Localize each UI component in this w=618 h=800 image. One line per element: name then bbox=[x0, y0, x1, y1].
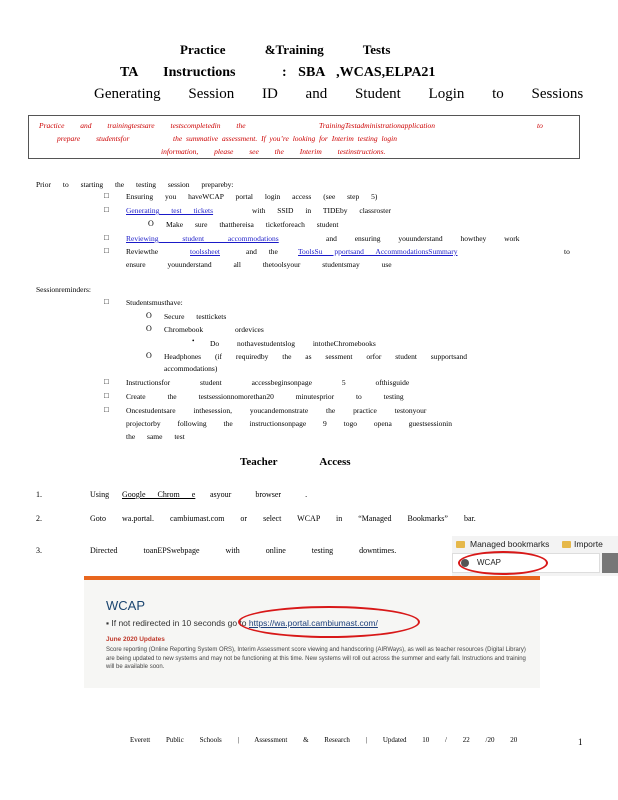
imported-folder[interactable]: Importe bbox=[574, 539, 603, 549]
prior-bullet-4-line2: ensure youunderstand all thetoolsyour studentsmay use bbox=[126, 260, 392, 269]
reminder-1a: Secure testtickets bbox=[164, 312, 227, 321]
teacher-access-heading: Teacher Access bbox=[240, 456, 351, 468]
step-2-text: Goto wa.portal. cambiumast.com or select WCAP in “Managed Bookmarks” bar. bbox=[90, 514, 476, 523]
reminder-1: Studentsmusthave: bbox=[126, 298, 183, 307]
footer-text: Everett Public Schools | Assessment & Research | Updated 10 / 22 /20 20 bbox=[130, 736, 518, 744]
list-marker: ▪ bbox=[106, 618, 112, 628]
bullet-circle: O bbox=[146, 324, 152, 333]
step-3-text: Directed toanEPSwebpage with online testing downtimes. bbox=[90, 546, 397, 555]
bullet-box: □ bbox=[104, 191, 109, 200]
notice-line1a: Practice and trainingtestsare testscompletedin the bbox=[39, 121, 246, 130]
reminder-2: Instructionsfor student accessbeginsonpage 5 ofthisguide bbox=[126, 378, 410, 387]
prior-bullet-2-rest: with SSID in TIDEby classroster bbox=[252, 206, 392, 215]
redirect-text: If not redirected in 10 seconds go to bbox=[111, 618, 247, 628]
notice-line1c: to bbox=[537, 121, 543, 130]
managed-bookmarks-folder[interactable]: Managed bookmarks bbox=[470, 539, 550, 549]
updates-title: June 2020 Updates bbox=[106, 636, 165, 643]
prior-bullet-1: Ensuring you haveWCAP portal login access (see step 5) bbox=[126, 192, 378, 201]
bullet-box: □ bbox=[104, 246, 109, 255]
doc-title-line1: Practice &Training Tests bbox=[180, 42, 391, 57]
reminder-1b-sub: Do nothavestudentslog intotheChromebooks bbox=[210, 339, 376, 348]
page-number: 1 bbox=[578, 737, 583, 747]
prior-bullet-3-rest: and ensuring youunderstand howthey work bbox=[326, 234, 520, 243]
doc-title-line2b: : SBA ,WCAS,ELPA21 bbox=[282, 65, 436, 80]
folder-icon bbox=[562, 541, 571, 548]
notice-line2a: prepare studentsfor bbox=[57, 134, 130, 143]
bullet-box: □ bbox=[104, 233, 109, 242]
scrollbar bbox=[602, 553, 618, 573]
reminder-3: Create the testsessionnomorethan20 minutesprior to testing bbox=[126, 392, 404, 401]
reminders-title: Sessionreminders: bbox=[36, 285, 91, 294]
prior-bullet-4b: and the bbox=[246, 247, 278, 256]
updates-body: Score reporting (Online Reporting System ORS), Interim Assessment score viewing and handscoring (AIRWays), as well as teacher resources (Digital Library) are being updated to new systems and may not be functioning at this time. New systems will roll out across the summer and early fall. Instructions and training will be available soon. bbox=[106, 647, 526, 670]
bullet-circle: O bbox=[146, 311, 152, 320]
reminder-1c-line2: accommodations) bbox=[164, 364, 218, 373]
wcap-portal-url[interactable]: https://wa.portal.cambiumast.com/ bbox=[248, 618, 378, 628]
doc-subtitle: Generating Session ID and Student Login to Sessions bbox=[94, 86, 584, 102]
bullet-circle: O bbox=[146, 351, 152, 360]
prior-bullet-2-sub: Make sure thatthereisa ticketforeach student bbox=[166, 220, 339, 229]
bullet-circle: O bbox=[148, 219, 154, 228]
google-chrome-link[interactable]: Google Chrom e bbox=[122, 490, 196, 499]
reviewing-accommodations-link[interactable]: Reviewing student accommodations bbox=[126, 234, 279, 243]
step-2-number: 2. bbox=[36, 514, 42, 523]
bullet-box: □ bbox=[104, 405, 109, 414]
reminder-1b: Chromebook ordevices bbox=[164, 325, 264, 334]
bullet-box: □ bbox=[104, 205, 109, 214]
bullet-dot: • bbox=[192, 337, 195, 345]
tools-supports-summary-link[interactable]: ToolsSu pportsand AccommodationsSummary bbox=[298, 247, 458, 256]
prior-bullet-4a: Reviewthe bbox=[126, 247, 159, 256]
reminder-4: Oncestudentsare inthesession, youcandemonstrate the practice testonyour bbox=[126, 406, 427, 415]
bullet-box: □ bbox=[104, 377, 109, 386]
reminder-4-line2: projectorby following the instructionsonpage 9 togo opena guestsessionin bbox=[126, 419, 453, 428]
prior-intro: Prior to starting the testing session preparebу: bbox=[36, 180, 234, 189]
wcap-bookmark[interactable]: WCAP bbox=[477, 558, 501, 567]
prior-bullet-4c: to bbox=[564, 247, 570, 256]
step-1-number: 1. bbox=[36, 490, 42, 499]
notice-line1b: TrainingTestadministrationapplication bbox=[319, 121, 435, 130]
doc-title-line2a: TA Instructions bbox=[120, 65, 236, 80]
generating-test-tickets-link[interactable]: Generating test tickets bbox=[126, 206, 214, 215]
tools-sheet-link[interactable]: toolssheet bbox=[190, 247, 220, 256]
bullet-box: □ bbox=[104, 297, 109, 306]
step-3-number: 3. bbox=[36, 546, 42, 555]
wcap-accent-bar bbox=[84, 576, 540, 580]
reminder-4-line3: the same test bbox=[126, 432, 185, 441]
folder-icon bbox=[456, 541, 465, 548]
highlight-ellipse bbox=[458, 551, 548, 575]
highlight-ellipse bbox=[238, 606, 420, 638]
notice-line3: information, please see the Interim testinstructions. bbox=[161, 147, 386, 156]
bullet-box: □ bbox=[104, 391, 109, 400]
step-1-text-a: Using bbox=[90, 490, 110, 499]
reminder-1c: Headphones (if requiredby the as sessment orfor student supportsand bbox=[164, 352, 468, 361]
step-1-text-b: asyour browser . bbox=[210, 490, 308, 499]
notice-line2b: the summative assessment. If you’re looking for Interim testing login bbox=[173, 134, 397, 143]
wcap-title: WCAP bbox=[106, 598, 145, 613]
interim-notice-box bbox=[28, 115, 580, 159]
